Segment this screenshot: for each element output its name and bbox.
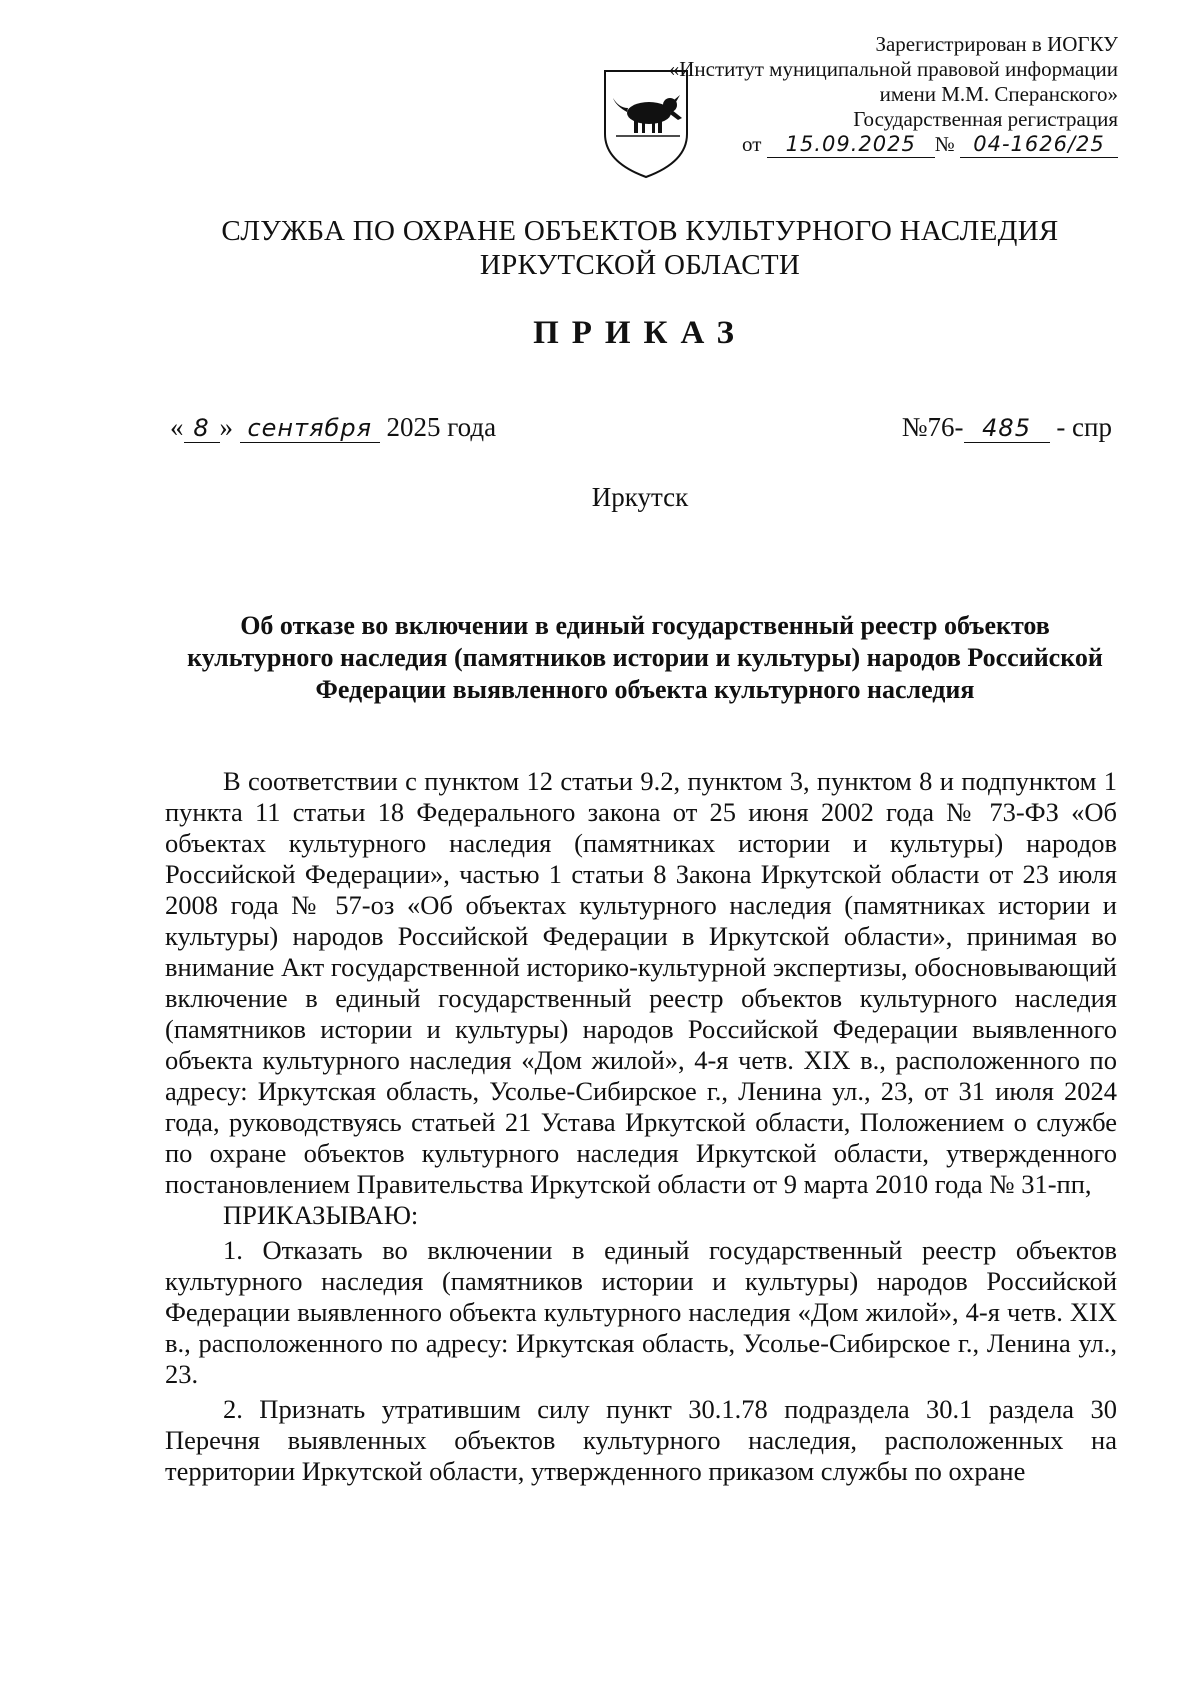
- order-number-prefix: №76-: [901, 412, 964, 442]
- registration-date: 15.09.2025: [767, 132, 935, 158]
- directive: ПРИКАЗЫВАЮ:: [223, 1200, 419, 1230]
- registration-line: Зарегистрирован в ИОГКУ: [875, 32, 1118, 56]
- city: Иркутск: [591, 482, 689, 512]
- order-date-day: 8: [184, 414, 220, 443]
- order-date: [170, 412, 496, 443]
- order-item-2: 2. Признать утратившим силу пункт 30.1.78 подраздела 30.1 раздела 30 Перечня выявленных объектов культурного наследия, расположенных на территории Иркутской области, утвержденного приказом службы по охране: [165, 1394, 1117, 1486]
- document-title: Об отказе во включении в единый государственный реестр объектов культурного наследия (памятников истории и культуры) народов Российской Федерации выявленного объекта культурного наследия: [187, 611, 1103, 704]
- preamble-paragraph: В соответствии с пунктом 12 статьи 9.2, пунктом 3, пунктом 8 и подпунктом 1 пункта 11 статьи 18 Федерального закона от 25 июня 2002 года № 73-ФЗ «Об объектах культурного наследия (памятниках истории и культуры) народов Российской Федерации», частью 1 статьи 8 Закона Иркутской области от 23 июля 2008 года № 57-оз «Об объектах культурного наследия (памятниках истории и культуры) народов Российской Федерации в Иркутской области», принимая во внимание Акт государственной историко-культурной экспертизы, обосновывающий включение в единый государственный реестр объектов культурного наследия (памятников истории и культуры) народов Российской Федерации выявленного объекта культурного наследия «Дом жилой», 4-я четв. XIX в., расположенного по адресу: Иркутская область, Усолье-Сибирское г., Ленина ул., 23, от 31 июля 2024 года, руководствуясь статьей 21 Устава Иркутской области, Положением о службе по охране объектов культурного наследия Иркутской области, утвержденного постановлением Правительства Иркутской области от 9 марта 2010 года № 31-пп,: [165, 766, 1117, 1199]
- registration-number-label: №: [934, 132, 955, 156]
- order-date-month: сентября: [240, 414, 380, 443]
- agency-name-line: ИРКУТСКОЙ ОБЛАСТИ: [479, 249, 801, 281]
- registration-line: Государственная регистрация: [853, 107, 1118, 131]
- order-number-suffix: - спр: [1056, 412, 1112, 442]
- registration-date-number: [669, 132, 1118, 158]
- order-number-value: 485: [964, 414, 1050, 443]
- registration-number: 04-1626/25: [960, 132, 1118, 158]
- irkutsk-coat-of-arms-icon: [602, 68, 690, 180]
- registration-line: «Институт муниципальной правовой информации: [668, 57, 1118, 81]
- registration-stamp: [669, 32, 1118, 158]
- order-date-close-quote: »: [219, 412, 233, 442]
- order-item-1: 1. Отказать во включении в единый государственный реестр объектов культурного наследия (памятников истории и культуры) народов Российской Федерации выявленного объекта культурного наследия «Дом жилой», 4-я четв. XIX в., расположенного по адресу: Иркутская область, Усолье-Сибирское г., Ленина ул., 23.: [165, 1235, 1117, 1389]
- agency-name: [0, 214, 1200, 282]
- document-body: [165, 766, 1117, 1487]
- registration-line: имени М.М. Сперанского»: [879, 82, 1118, 106]
- order-date-open-quote: «: [170, 412, 184, 442]
- registration-from-label: от: [742, 132, 762, 156]
- document-type: ПРИКАЗ: [533, 315, 747, 351]
- order-number: [902, 412, 1112, 443]
- order-date-year: 2025 года: [386, 412, 497, 442]
- agency-name-line: СЛУЖБА ПО ОХРАНЕ ОБЪЕКТОВ КУЛЬТУРНОГО НАСЛЕДИЯ: [221, 215, 1059, 247]
